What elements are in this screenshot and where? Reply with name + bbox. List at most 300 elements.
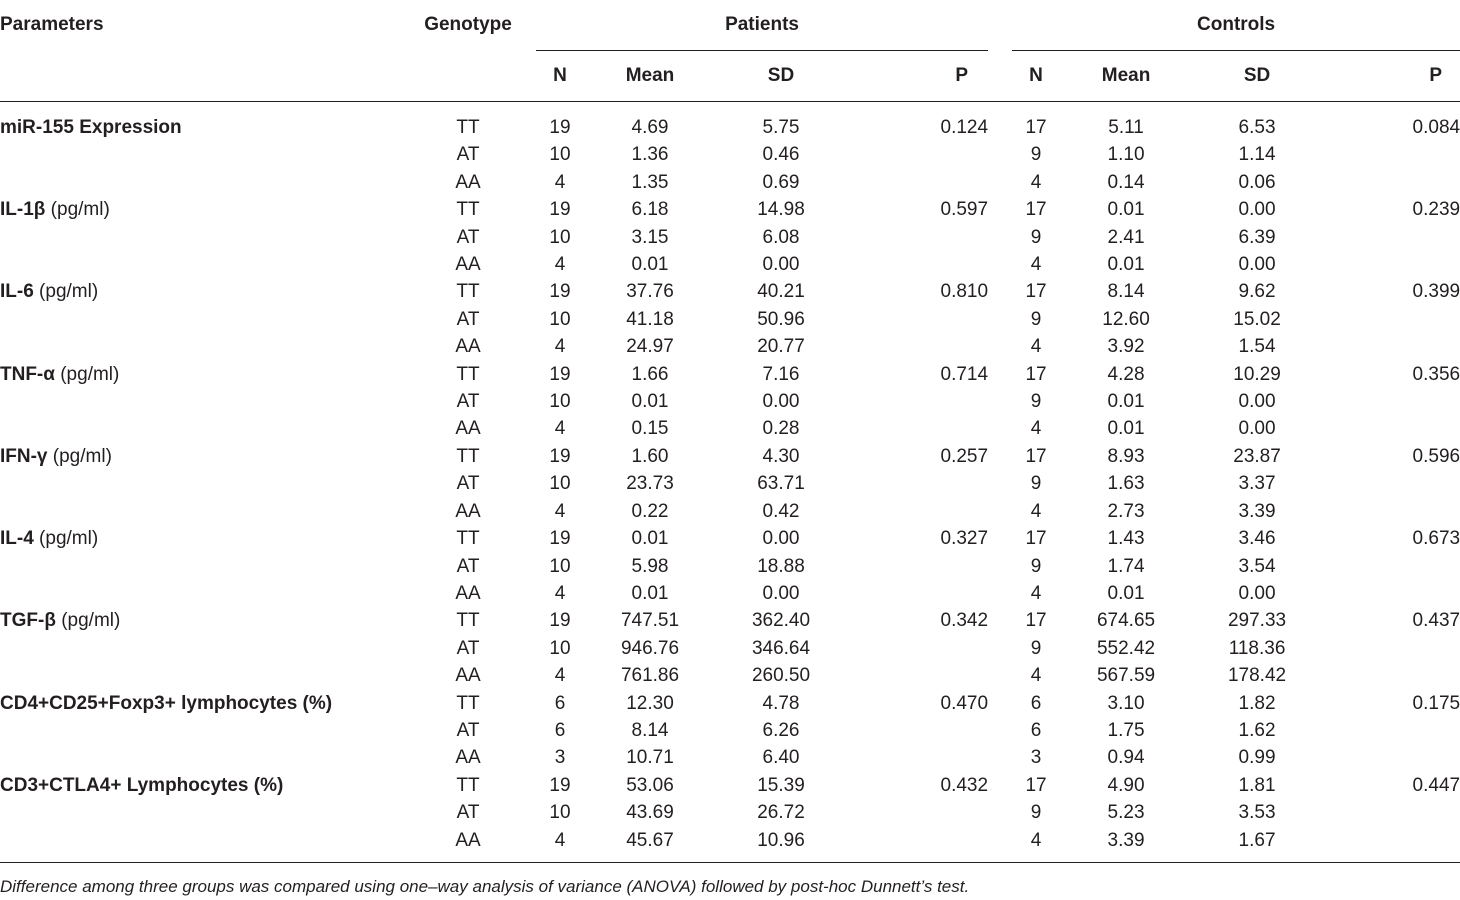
parameter-unit: (pg/ml) — [33, 281, 99, 303]
table-row — [0, 388, 1460, 415]
controls-p-cell — [1322, 251, 1460, 278]
patients-sd-cell: 4.78 — [762, 692, 800, 714]
controls-sd-cell: 0.00 — [1238, 199, 1276, 221]
table-row — [0, 744, 1460, 771]
genotype-cell: AA — [455, 582, 481, 604]
controls-sd-cell: 3.53 — [1238, 802, 1276, 824]
parameter-name: miR-155 Expression — [0, 117, 182, 138]
controls-n-cell: 9 — [1030, 802, 1042, 824]
patients-p-cell — [846, 662, 988, 689]
spacer-cell — [988, 196, 1012, 223]
controls-n-cell: 6 — [1030, 719, 1042, 741]
patients-n-cell: 4 — [554, 336, 566, 358]
controls-p-cell — [1322, 498, 1460, 525]
patients-p-cell: 0.342 — [940, 610, 989, 632]
controls-sd-cell: 3.46 — [1238, 528, 1276, 550]
parameter-cell — [0, 196, 400, 223]
controls-mean-cell: 3.39 — [1107, 829, 1145, 851]
parameter-cell — [0, 827, 400, 863]
controls-sd-cell: 178.42 — [1227, 665, 1287, 687]
parameter-cell — [0, 443, 400, 470]
patients-p-cell: 0.810 — [940, 281, 989, 303]
spacer-cell — [988, 333, 1012, 360]
controls-p-cell — [1322, 470, 1460, 497]
controls-p-cell: 0.175 — [1412, 692, 1460, 714]
controls-p-cell — [1322, 717, 1460, 744]
patients-mean-cell: 4.69 — [631, 117, 669, 138]
table-row — [0, 553, 1460, 580]
controls-sd-cell: 0.00 — [1238, 391, 1276, 413]
patients-n-cell: 10 — [549, 308, 571, 330]
controls-n-cell: 17 — [1025, 363, 1047, 385]
genotype-cell: AT — [456, 226, 480, 248]
parameter-cell — [0, 690, 400, 717]
parameter-name: IL-4 — [0, 528, 34, 550]
parameter-cell — [0, 525, 400, 552]
controls-sd-cell: 3.37 — [1238, 473, 1276, 495]
controls-p-cell — [1322, 799, 1460, 826]
table-row — [0, 361, 1460, 388]
parameter-name: TGF-β — [0, 610, 56, 632]
controls-p-cell: 0.399 — [1412, 281, 1460, 303]
parameter-name: TNF-α — [0, 363, 55, 385]
genotype-cell: AA — [455, 171, 481, 193]
controls-n-cell: 17 — [1025, 610, 1047, 632]
controls-n-cell: 6 — [1030, 692, 1042, 714]
header-controls-n: N — [1029, 65, 1043, 86]
controls-mean-cell: 1.43 — [1107, 528, 1145, 550]
controls-n-cell: 4 — [1030, 665, 1042, 687]
patients-p-cell — [846, 470, 988, 497]
table-row — [0, 717, 1460, 744]
patients-sd-cell: 6.26 — [762, 719, 800, 741]
patients-mean-cell: 1.36 — [631, 144, 669, 166]
genotype-cell: AA — [455, 336, 481, 358]
patients-p-cell — [846, 251, 988, 278]
table-row — [0, 635, 1460, 662]
parameter-unit: (pg/ml) — [47, 445, 112, 467]
controls-sd-cell: 1.82 — [1238, 692, 1276, 714]
controls-mean-cell: 0.01 — [1107, 199, 1145, 221]
controls-p-cell — [1322, 635, 1460, 662]
table-row — [0, 251, 1460, 278]
patients-p-cell — [846, 306, 988, 333]
controls-mean-cell: 674.65 — [1096, 610, 1156, 632]
controls-sd-cell: 3.54 — [1238, 555, 1276, 577]
patients-sd-cell: 0.42 — [762, 500, 800, 522]
patients-sd-cell: 18.88 — [757, 555, 805, 577]
table-row — [0, 415, 1460, 442]
controls-sd-cell: 23.87 — [1233, 445, 1281, 467]
table-row — [0, 772, 1460, 799]
spacer-cell — [988, 415, 1012, 442]
header-genotype: Genotype — [424, 14, 512, 36]
controls-p-cell: 0.596 — [1412, 445, 1460, 467]
table-row — [0, 470, 1460, 497]
genotype-cell: TT — [456, 610, 480, 632]
genotype-cell: AT — [456, 308, 480, 330]
patients-n-cell: 19 — [549, 117, 571, 138]
patients-n-cell: 10 — [549, 144, 571, 166]
patients-p-cell — [846, 827, 988, 863]
patients-p-cell — [846, 169, 988, 196]
controls-p-cell — [1322, 744, 1460, 771]
patients-mean-cell: 1.60 — [631, 445, 669, 467]
controls-mean-cell: 8.93 — [1107, 445, 1145, 467]
patients-sd-cell: 15.39 — [757, 774, 805, 796]
spacer-cell — [988, 662, 1012, 689]
patients-p-cell: 0.597 — [940, 199, 989, 221]
patients-sd-cell: 7.16 — [762, 363, 800, 385]
controls-n-cell: 17 — [1025, 281, 1047, 303]
table-row — [0, 196, 1460, 223]
patients-sd-cell: 50.96 — [757, 308, 805, 330]
parameter-unit: (pg/ml) — [54, 363, 120, 385]
controls-n-cell: 4 — [1030, 254, 1042, 276]
patients-n-cell: 4 — [554, 254, 566, 276]
patients-n-cell: 19 — [549, 774, 571, 796]
parameter-cell — [0, 635, 400, 662]
patients-p-cell: 0.257 — [940, 445, 989, 467]
header-patients-mean: Mean — [625, 65, 675, 86]
spacer-cell — [988, 799, 1012, 826]
controls-mean-cell: 1.63 — [1107, 473, 1145, 495]
patients-p-cell: 0.432 — [940, 774, 989, 796]
controls-p-cell: 0.084 — [1412, 117, 1460, 138]
spacer-cell — [988, 827, 1012, 863]
table-row — [0, 607, 1460, 634]
patients-sd-cell: 0.46 — [762, 144, 800, 166]
patients-sd-cell: 6.40 — [762, 747, 800, 769]
patients-p-cell — [846, 799, 988, 826]
patients-mean-cell: 0.22 — [631, 500, 669, 522]
parameter-cell — [0, 498, 400, 525]
genotype-cell: AA — [455, 829, 481, 851]
header-patients: Patients — [536, 0, 988, 51]
spacer-cell — [988, 525, 1012, 552]
parameter-cell — [0, 251, 400, 278]
controls-mean-cell: 1.10 — [1107, 144, 1145, 166]
spacer-cell — [988, 361, 1012, 388]
patients-mean-cell: 1.66 — [631, 363, 669, 385]
header-controls-mean: Mean — [1101, 65, 1151, 86]
parameter-cell — [0, 361, 400, 388]
genotype-cell: TT — [456, 445, 480, 467]
genotype-cell: AT — [456, 144, 480, 166]
patients-sd-cell: 0.00 — [762, 391, 800, 413]
patients-n-cell: 19 — [549, 199, 571, 221]
header-patients-sd: SD — [767, 65, 795, 86]
patients-n-cell: 19 — [549, 528, 571, 550]
controls-mean-cell: 2.41 — [1107, 226, 1145, 248]
patients-n-cell: 4 — [554, 500, 566, 522]
controls-n-cell: 9 — [1030, 391, 1042, 413]
genotype-cell: TT — [456, 281, 480, 303]
patients-mean-cell: 0.01 — [631, 582, 669, 604]
parameter-name: CD3+CTLA4+ Lymphocytes (%) — [0, 774, 284, 796]
controls-n-cell: 9 — [1030, 473, 1042, 495]
spacer-cell — [988, 553, 1012, 580]
patients-mean-cell: 0.01 — [631, 528, 669, 550]
patients-mean-cell: 53.06 — [626, 774, 674, 796]
patients-n-cell: 4 — [554, 665, 566, 687]
table-row — [0, 443, 1460, 470]
parameter-cell — [0, 553, 400, 580]
controls-p-cell — [1322, 553, 1460, 580]
controls-sd-cell: 3.39 — [1238, 500, 1276, 522]
patients-p-cell: 0.714 — [940, 363, 989, 385]
controls-p-cell — [1322, 141, 1460, 168]
patients-p-cell — [846, 635, 988, 662]
controls-n-cell: 17 — [1025, 528, 1047, 550]
spacer-cell — [988, 772, 1012, 799]
controls-mean-cell: 0.14 — [1107, 171, 1145, 193]
patients-mean-cell: 45.67 — [626, 829, 674, 851]
parameter-cell — [0, 607, 400, 634]
spacer-cell — [988, 278, 1012, 305]
parameter-cell — [0, 415, 400, 442]
patients-sd-cell: 346.64 — [751, 637, 811, 659]
parameter-name: CD4+CD25+Foxp3+ lymphocytes (%) — [0, 692, 333, 714]
controls-mean-cell: 12.60 — [1102, 308, 1150, 330]
controls-n-cell: 4 — [1030, 418, 1042, 440]
genotype-cell: TT — [456, 363, 480, 385]
controls-n-cell: 3 — [1030, 747, 1042, 769]
patients-mean-cell: 8.14 — [631, 719, 669, 741]
parameter-cell — [0, 333, 400, 360]
table-row — [0, 333, 1460, 360]
controls-p-cell: 0.447 — [1412, 774, 1460, 796]
controls-mean-cell: 3.92 — [1107, 336, 1145, 358]
genotype-cell: AT — [456, 555, 480, 577]
controls-sd-cell: 297.33 — [1227, 610, 1287, 632]
spacer-cell — [988, 635, 1012, 662]
spacer-cell — [988, 141, 1012, 168]
patients-n-cell: 3 — [554, 747, 566, 769]
patients-sd-cell: 5.75 — [762, 117, 800, 138]
controls-mean-cell: 1.74 — [1107, 555, 1145, 577]
controls-p-cell: 0.437 — [1412, 610, 1460, 632]
spacer-cell — [988, 388, 1012, 415]
spacer-cell — [988, 690, 1012, 717]
table-row — [0, 224, 1460, 251]
spacer-cell — [988, 224, 1012, 251]
patients-sd-cell: 0.28 — [762, 418, 800, 440]
patients-p-cell — [846, 388, 988, 415]
controls-sd-cell: 10.29 — [1233, 363, 1281, 385]
patients-sd-cell: 26.72 — [757, 802, 805, 824]
parameter-cell — [0, 278, 400, 305]
controls-p-cell — [1322, 827, 1460, 863]
table-row — [0, 827, 1460, 863]
parameter-cell — [0, 799, 400, 826]
spacer-cell — [988, 102, 1012, 142]
controls-p-cell — [1322, 306, 1460, 333]
parameter-cell — [0, 772, 400, 799]
controls-n-cell: 17 — [1025, 117, 1047, 138]
patients-n-cell: 6 — [554, 719, 566, 741]
patients-n-cell: 10 — [549, 555, 571, 577]
table-row — [0, 580, 1460, 607]
controls-p-cell: 0.356 — [1412, 363, 1460, 385]
parameter-cell — [0, 306, 400, 333]
spacer-cell — [988, 470, 1012, 497]
patients-n-cell: 10 — [549, 391, 571, 413]
controls-n-cell: 4 — [1030, 500, 1042, 522]
header-controls-sd: SD — [1243, 65, 1271, 86]
controls-p-cell — [1322, 224, 1460, 251]
patients-sd-cell: 0.00 — [762, 528, 800, 550]
controls-sd-cell: 1.67 — [1238, 829, 1276, 851]
controls-p-cell — [1322, 333, 1460, 360]
controls-mean-cell: 0.01 — [1107, 582, 1145, 604]
header-parameters: Parameters — [0, 14, 104, 36]
controls-n-cell: 9 — [1030, 226, 1042, 248]
patients-n-cell: 19 — [549, 363, 571, 385]
spacer-cell — [988, 169, 1012, 196]
table-row — [0, 169, 1460, 196]
controls-n-cell: 17 — [1025, 774, 1047, 796]
patients-n-cell: 19 — [549, 281, 571, 303]
parameter-cell — [0, 744, 400, 771]
parameter-cell — [0, 169, 400, 196]
genotype-cell: TT — [456, 774, 480, 796]
patients-p-cell: 0.470 — [940, 692, 989, 714]
parameter-name: IL-6 — [0, 281, 34, 303]
spacer-cell — [988, 443, 1012, 470]
controls-p-cell — [1322, 580, 1460, 607]
controls-n-cell: 9 — [1030, 555, 1042, 577]
patients-n-cell: 10 — [549, 473, 571, 495]
genotype-cell: TT — [456, 528, 480, 550]
patients-sd-cell: 10.96 — [757, 829, 805, 851]
patients-mean-cell: 0.15 — [631, 418, 669, 440]
controls-n-cell: 9 — [1030, 637, 1042, 659]
genotype-cell: AT — [456, 637, 480, 659]
table-row — [0, 662, 1460, 689]
controls-mean-cell: 4.90 — [1107, 774, 1145, 796]
spacer-cell — [988, 744, 1012, 771]
controls-n-cell: 9 — [1030, 308, 1042, 330]
genotype-cell: AA — [455, 500, 481, 522]
parameter-cell — [0, 224, 400, 251]
patients-n-cell: 4 — [554, 582, 566, 604]
spacer-cell — [988, 580, 1012, 607]
controls-sd-cell: 118.36 — [1228, 637, 1286, 659]
patients-n-cell: 4 — [554, 171, 566, 193]
controls-mean-cell: 0.01 — [1107, 418, 1145, 440]
parameter-unit: (pg/ml) — [45, 199, 110, 221]
patients-n-cell: 6 — [554, 692, 566, 714]
patients-mean-cell: 41.18 — [626, 308, 674, 330]
table-row — [0, 525, 1460, 552]
patients-mean-cell: 946.76 — [620, 637, 680, 659]
controls-p-cell — [1322, 169, 1460, 196]
genotype-cell: AT — [456, 473, 480, 495]
patients-mean-cell: 747.51 — [620, 610, 680, 632]
spacer-cell — [988, 498, 1012, 525]
patients-sd-cell: 40.21 — [757, 281, 805, 303]
patients-mean-cell: 5.98 — [631, 555, 669, 577]
controls-mean-cell: 567.59 — [1096, 665, 1156, 687]
controls-mean-cell: 5.23 — [1107, 802, 1145, 824]
parameter-name: IFN-γ — [0, 445, 48, 467]
patients-sd-cell: 0.69 — [762, 171, 800, 193]
controls-n-cell: 17 — [1025, 199, 1047, 221]
patients-n-cell: 19 — [549, 610, 571, 632]
genotype-cell: TT — [456, 199, 480, 221]
patients-p-cell: 0.124 — [940, 117, 989, 138]
genotype-cell: AA — [455, 418, 481, 440]
controls-mean-cell: 552.42 — [1096, 637, 1156, 659]
controls-sd-cell: 0.00 — [1238, 418, 1276, 440]
patients-n-cell: 10 — [549, 637, 571, 659]
controls-mean-cell: 0.01 — [1107, 391, 1145, 413]
controls-sd-cell: 0.06 — [1238, 171, 1276, 193]
patients-n-cell: 4 — [554, 418, 566, 440]
spacer-cell — [988, 306, 1012, 333]
patients-p-cell — [846, 553, 988, 580]
parameter-unit: (pg/ml) — [33, 528, 99, 550]
patients-n-cell: 19 — [549, 445, 571, 467]
patients-p-cell — [846, 333, 988, 360]
controls-sd-cell: 1.14 — [1238, 144, 1276, 166]
patients-sd-cell: 0.00 — [762, 254, 800, 276]
genotype-cell: TT — [456, 692, 480, 714]
parameter-cell — [0, 662, 400, 689]
patients-p-cell — [846, 717, 988, 744]
spacer-cell — [988, 717, 1012, 744]
table-row — [0, 102, 1460, 142]
header-patients-p: P — [955, 65, 969, 86]
spacer-cell — [988, 251, 1012, 278]
patients-n-cell: 10 — [549, 802, 571, 824]
patients-mean-cell: 6.18 — [631, 199, 669, 221]
genotype-cell: AT — [456, 391, 480, 413]
patients-p-cell — [846, 415, 988, 442]
controls-mean-cell: 4.28 — [1107, 363, 1145, 385]
patients-mean-cell: 37.76 — [626, 281, 674, 303]
controls-n-cell: 9 — [1030, 144, 1042, 166]
controls-sd-cell: 0.99 — [1238, 747, 1276, 769]
patients-p-cell — [846, 580, 988, 607]
patients-mean-cell: 761.86 — [620, 665, 680, 687]
parameter-cell — [0, 470, 400, 497]
patients-mean-cell: 1.35 — [631, 171, 669, 193]
table-row — [0, 690, 1460, 717]
table-body — [0, 102, 1460, 863]
patients-p-cell — [846, 744, 988, 771]
patients-mean-cell: 3.15 — [631, 226, 669, 248]
table-row — [0, 306, 1460, 333]
genotype-cell: AT — [456, 802, 480, 824]
patients-mean-cell: 0.01 — [631, 254, 669, 276]
patients-p-cell — [846, 141, 988, 168]
patients-mean-cell: 23.73 — [626, 473, 674, 495]
genotype-cell: AA — [455, 747, 481, 769]
controls-sd-cell: 6.39 — [1238, 226, 1276, 248]
table-row — [0, 799, 1460, 826]
patients-sd-cell: 260.50 — [751, 665, 811, 687]
controls-p-cell — [1322, 388, 1460, 415]
controls-sd-cell: 0.00 — [1238, 582, 1276, 604]
table-row — [0, 141, 1460, 168]
patients-mean-cell: 43.69 — [626, 802, 674, 824]
controls-p-cell — [1322, 662, 1460, 689]
controls-mean-cell: 0.01 — [1107, 254, 1145, 276]
controls-sd-cell: 6.53 — [1238, 117, 1276, 138]
parameter-cell — [0, 580, 400, 607]
